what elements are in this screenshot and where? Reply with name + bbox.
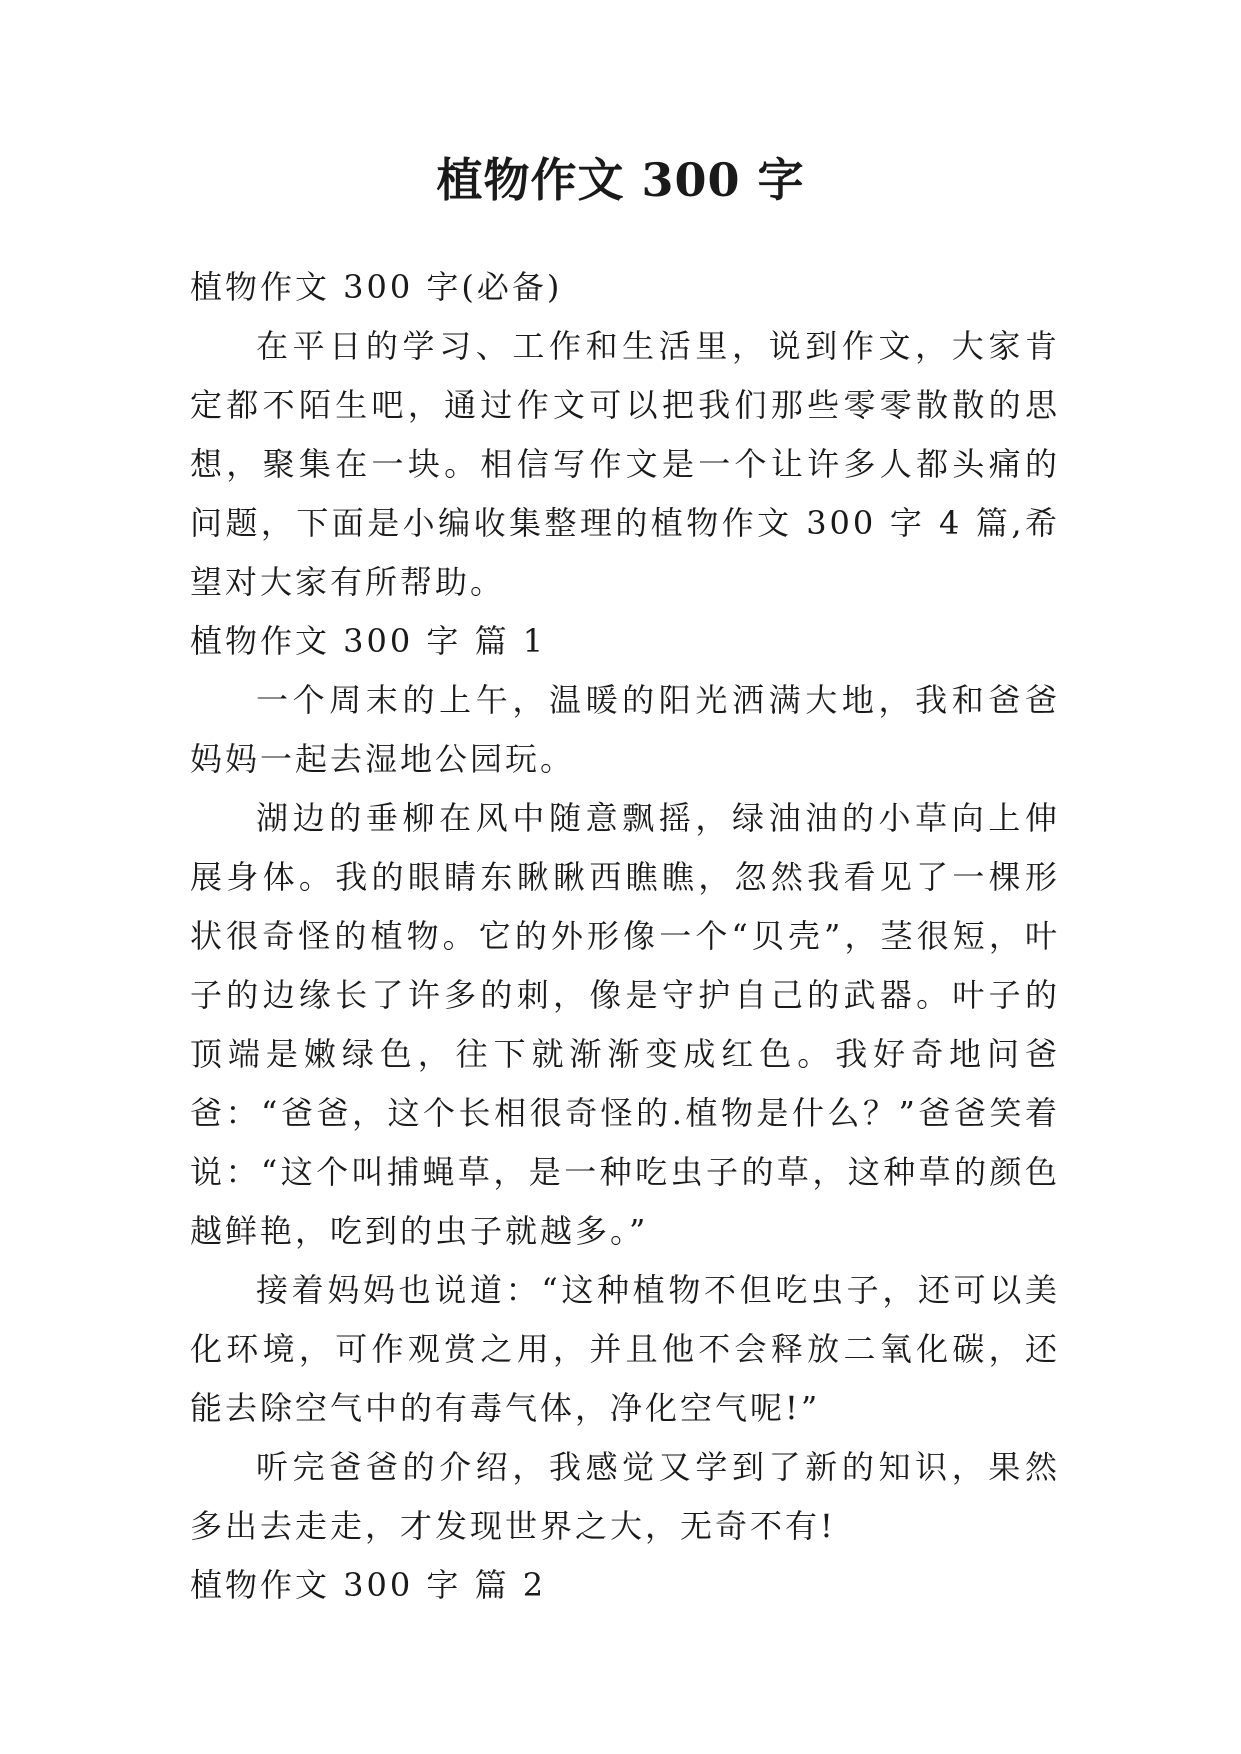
document-subtitle: 植物作文 300 字(必备) [190,268,563,306]
section1-paragraph-1: 一个周末的上午，温暖的阳光洒满大地，我和爸爸妈妈一起去湿地公园玩。 [190,681,1060,778]
document-title: 植物作文 300 字 [436,153,805,207]
section-heading-2: 植物作文 300 字 篇 2 [190,1566,547,1604]
section1-paragraph-4: 听完爸爸的介绍，我感觉又学到了新的知识，果然多出去走走，才发现世界之大，无奇不有! [190,1448,1060,1545]
intro-paragraph: 在平日的学习、工作和生活里，说到作文，大家肯定都不陌生吧，通过作文可以把我们那些零零散散的思想，聚集在一块。相信写作文是一个让许多人都头痛的问题，下面是小编收集整理的植物作文 300 字 4 篇,希望对大家有所帮助。 [190,327,1060,601]
section1-paragraph-3: 接着妈妈也说道：“这种植物不但吃虫子，还可以美化环境，可作观赏之用，并且他不会释放二氧化碳，还能去除空气中的有毒气体，净化空气呢!” [190,1271,1060,1427]
section1-paragraph-2: 湖边的垂柳在风中随意飘摇，绿油油的小草向上伸展身体。我的眼睛东瞅瞅西瞧瞧，忽然我看见了一棵形状很奇怪的植物。它的外形像一个“贝壳”，茎很短，叶子的边缘长了许多的刺，像是守护自己的武器。叶子的顶端是嫩绿色，往下就渐渐变成红色。我好奇地问爸爸：“爸爸，这个长相很奇怪的.植物是什么？”爸爸笑着说：“这个叫捕蝇草，是一种吃虫子的草，这种草的颜色越鲜艳，吃到的虫子就越多。” [190,799,1060,1250]
section-heading-1: 植物作文 300 字 篇 1 [190,622,547,660]
document-body [190,258,1060,1615]
